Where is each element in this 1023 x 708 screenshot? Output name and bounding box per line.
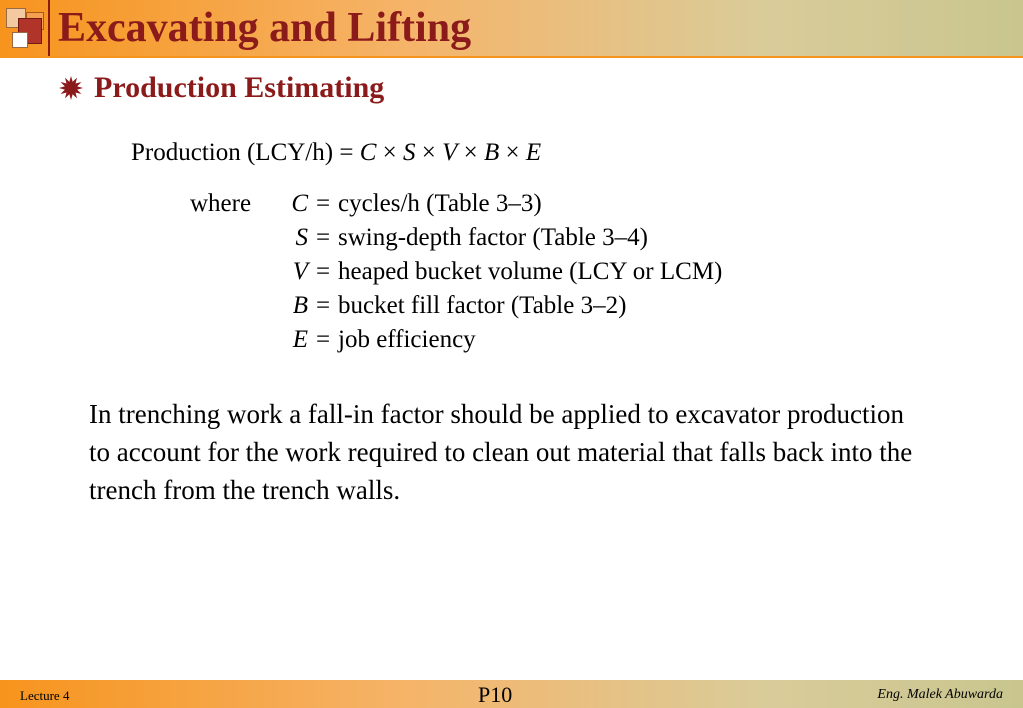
production-formula — [131, 136, 541, 170]
definition-equals: = — [315, 258, 331, 285]
footer-page-number: P10 — [478, 682, 513, 707]
definition-text: swing-depth factor (Table 3–4) — [338, 224, 648, 251]
formula-var-c: C — [359, 139, 377, 166]
title-underline — [0, 56, 1023, 58]
title-bar — [0, 0, 1023, 56]
formula-times: × — [382, 139, 397, 166]
definition-row — [270, 289, 626, 323]
definition-row — [270, 323, 476, 357]
definition-text: heaped bucket volume (LCY or LCM) — [338, 258, 723, 285]
definition-text: bucket fill factor (Table 3–2) — [338, 292, 627, 319]
bullet-row — [58, 68, 384, 108]
formula-var-v: V — [442, 139, 458, 166]
definition-equals: = — [315, 224, 331, 251]
definition-text: cycles/h (Table 3–3) — [338, 190, 542, 217]
formula-lhs: Production (LCY/h) — [131, 139, 334, 166]
where-label: where — [190, 190, 252, 217]
footer-author: Eng. Malek Abuwarda — [877, 687, 1003, 702]
logo-square-white — [12, 32, 28, 48]
definition-equals: = — [315, 292, 331, 319]
formula-var-e: E — [525, 139, 542, 166]
definition-row — [270, 255, 722, 289]
definition-row — [270, 187, 542, 221]
definition-equals: = — [315, 190, 331, 217]
slide-title: Excavating and Lifting — [58, 5, 472, 51]
definition-text: job efficiency — [338, 326, 476, 353]
formula-var-s: S — [402, 139, 416, 166]
footer-bar — [0, 680, 1023, 708]
formula-times: × — [421, 139, 436, 166]
definition-symbol: V — [292, 258, 308, 285]
definition-equals: = — [315, 326, 331, 353]
definition-symbol: E — [292, 326, 308, 353]
formula-times: × — [463, 139, 478, 166]
footer-lecture-label: Lecture 4 — [20, 688, 70, 703]
stacked-squares-logo — [4, 4, 48, 54]
formula-times: × — [505, 139, 520, 166]
definition-symbol: B — [292, 292, 308, 319]
definition-row — [270, 221, 648, 255]
definition-symbol: S — [295, 224, 308, 251]
body-paragraph: In trenching work a fall-in factor should be applied to excavator production to account for the work required to clean out material that falls back into the trench from the trench walls. — [89, 399, 913, 505]
formula-var-b: B — [483, 139, 500, 166]
definition-symbol: C — [291, 190, 308, 217]
sunburst-bullet-icon — [58, 75, 84, 101]
bullet-heading: Production Estimating — [94, 71, 385, 104]
title-divider — [48, 0, 50, 56]
formula-equals: = — [339, 139, 354, 166]
